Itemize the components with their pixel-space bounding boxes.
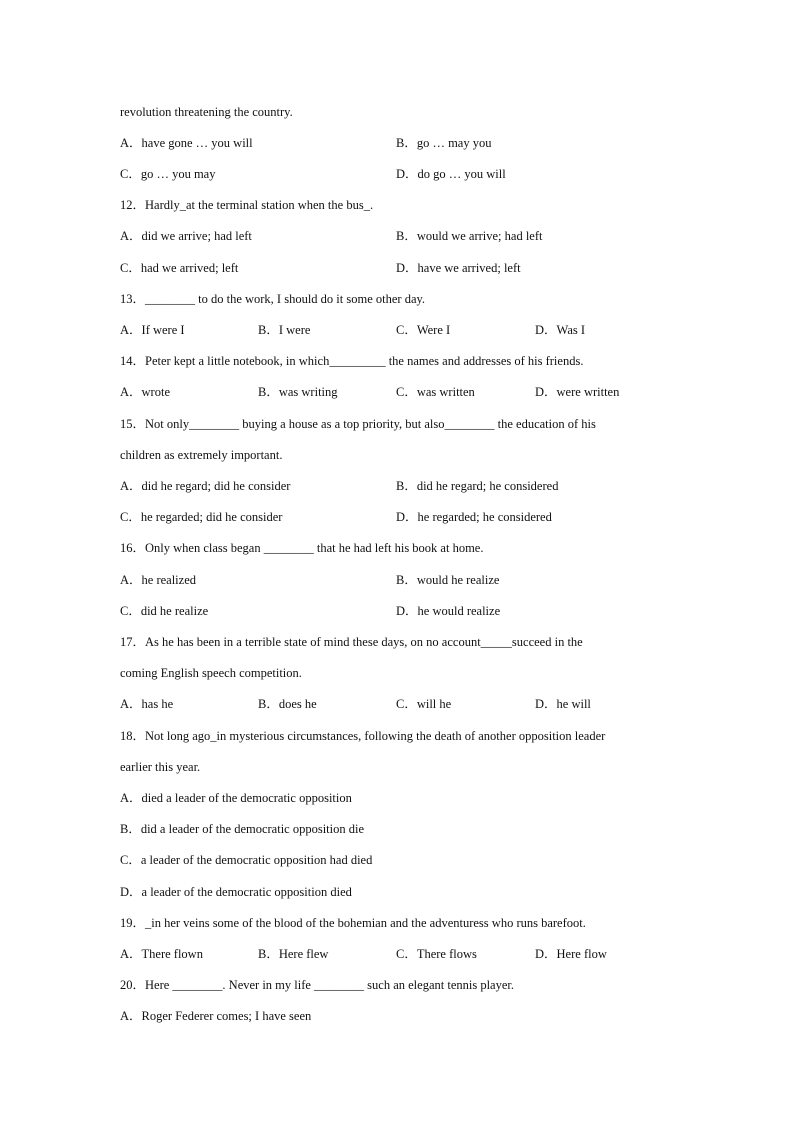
option-a: A．If were I <box>120 323 185 337</box>
option-d: D．Was I <box>535 323 586 337</box>
option-a: A．did he regard; did he consider <box>120 479 291 493</box>
question-text-continued: children as extremely important. <box>120 448 283 462</box>
question-text: 17．As he has been in a terrible state of mind these days, on no account_____succeed in the <box>120 635 583 649</box>
question-text: 13．________ to do the work, I should do it some other day. <box>120 292 426 306</box>
option-c: C．was written <box>396 385 475 399</box>
question-text-continued: coming English speech competition. <box>120 666 302 680</box>
option-d: D．Here flow <box>535 947 607 961</box>
option-a: A．wrote <box>120 385 170 399</box>
option-b: B．would he realize <box>396 573 500 587</box>
option-b: B．does he <box>258 697 317 711</box>
question-text: 20．Here ________. Never in my life ________ such an elegant tennis player. <box>120 978 515 992</box>
question-text-continued: earlier this year. <box>120 760 201 774</box>
option-b: B．go … may you <box>396 136 492 150</box>
option-d: D．a leader of the democratic opposition died <box>120 885 352 899</box>
option-d: D．he will <box>535 697 591 711</box>
question-text: 12．Hardly_at the terminal station when the bus_. <box>120 198 374 212</box>
option-b: B．Here flew <box>258 947 329 961</box>
option-d: D．he would realize <box>396 604 501 618</box>
option-d: D．do go … you will <box>396 167 506 181</box>
option-c: C．Were I <box>396 323 451 337</box>
option-a: A．has he <box>120 697 174 711</box>
option-a: A．he realized <box>120 573 197 587</box>
option-c: C．did he realize <box>120 604 209 618</box>
option-d: D．he regarded; he considered <box>396 510 552 524</box>
option-a: A．did we arrive; had left <box>120 229 252 243</box>
question-text: 19．_in her veins some of the blood of the bohemian and the adventuress who runs barefoot. <box>120 916 586 930</box>
question-text: 14．Peter kept a little notebook, in which_________ the names and addresses of his friends. <box>120 354 584 368</box>
question-text: 15．Not only________ buying a house as a top priority, but also________ the education of his <box>120 417 596 431</box>
option-b: B．did a leader of the democratic opposition die <box>120 822 365 836</box>
option-c: C．will he <box>396 697 452 711</box>
option-c: C．a leader of the democratic opposition had died <box>120 853 373 867</box>
option-d: D．were written <box>535 385 620 399</box>
question-text: 18．Not long ago_in mysterious circumstances, following the death of another opposition leader <box>120 729 606 743</box>
option-b: B．I were <box>258 323 311 337</box>
option-b: B．was writing <box>258 385 338 399</box>
option-c: C．he regarded; did he consider <box>120 510 283 524</box>
option-a: A．died a leader of the democratic opposition <box>120 791 352 805</box>
option-a: A．have gone … you will <box>120 136 253 150</box>
option-c: C．There flows <box>396 947 477 961</box>
question-text: revolution threatening the country. <box>120 105 293 119</box>
option-b: B．did he regard; he considered <box>396 479 559 493</box>
option-d: D．have we arrived; left <box>396 261 521 275</box>
option-c: C．had we arrived; left <box>120 261 239 275</box>
option-b: B．would we arrive; had left <box>396 229 543 243</box>
question-text: 16．Only when class began ________ that he had left his book at home. <box>120 541 484 555</box>
option-a: A．Roger Federer comes; I have seen <box>120 1009 312 1023</box>
option-a: A．There flown <box>120 947 203 961</box>
option-c: C．go … you may <box>120 167 216 181</box>
